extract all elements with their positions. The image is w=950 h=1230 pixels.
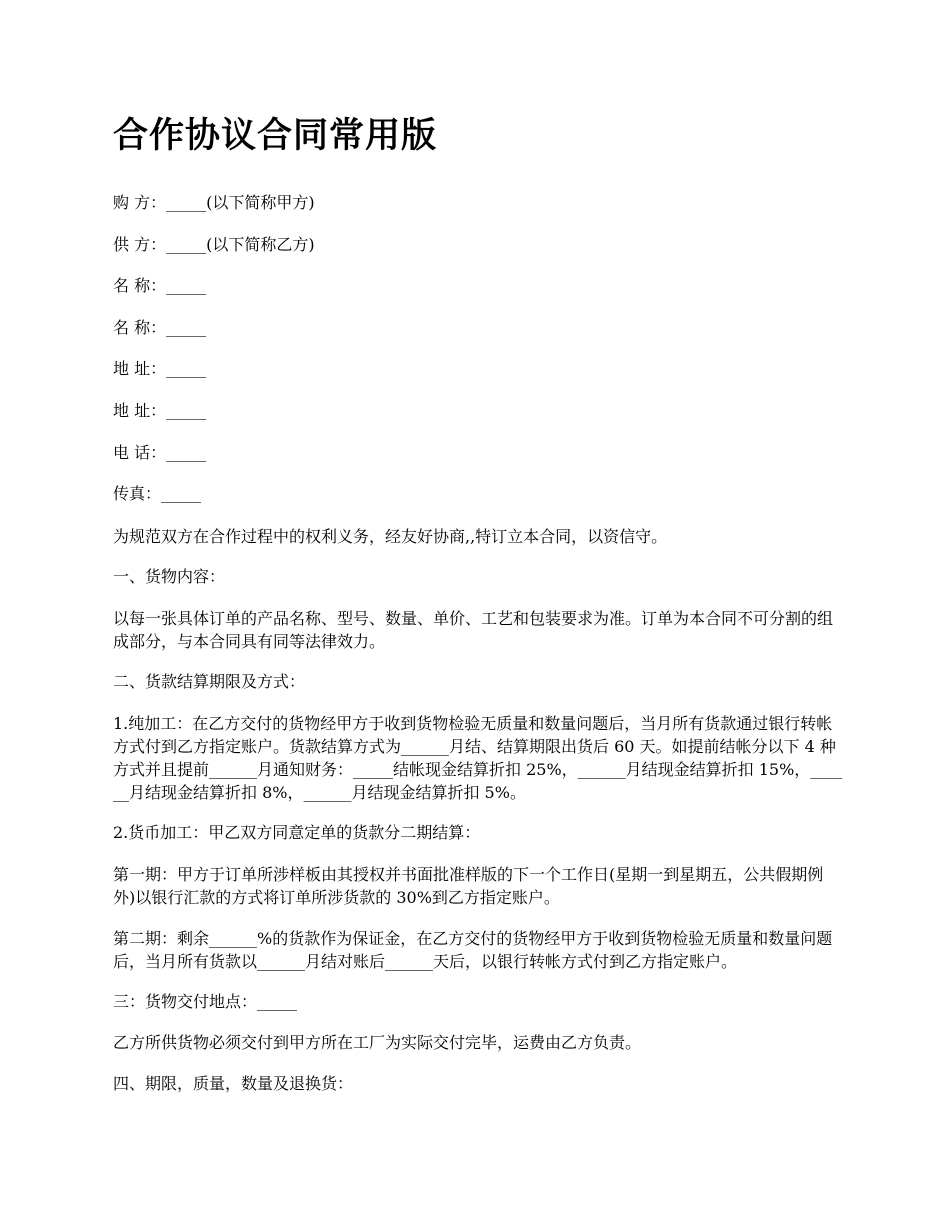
section-2-phase-2: 第二期：剩余______%的货款作为保证金，在乙方交付的货物经甲方于收到货物检验无质量和数量问题后，当月所有货款以______月结对账后______天后，以银行转帐方式付到乙方指定账户。	[113, 928, 833, 971]
phone-field: 电 话：_____	[113, 442, 207, 462]
section-1-heading: 一、货物内容：	[113, 566, 226, 586]
section-2-item-1: 1.纯加工：在乙方交付的货物经甲方于收到货物检验无质量和数量问题后，当月所有货款通过银行转帐方式付到乙方指定账户。货款结算方式为______月结、结算期限出货后 60 天。如提前结帐分以下 4 种方式并且提前______月通知财务：_____结帐现金结算折扣 25%，______月结现金结算折扣 15%，______月结现金结算折扣 8%，______月结现金结算折扣 5%。	[113, 713, 843, 802]
section-1-body: 以每一张具体订单的产品名称、型号、数量、单价、工艺和包装要求为准。订单为本合同不可分割的组成部分，与本合同具有同等法律效力。	[113, 608, 834, 651]
buyer-name-field: 名 称：_____	[113, 276, 207, 296]
section-3-heading: 三：货物交付地点：_____	[113, 991, 298, 1011]
section-3-body: 乙方所供货物必须交付到甲方所在工厂为实际交付完毕，运费由乙方负责。	[113, 1032, 642, 1052]
fax-field: 传真：_____	[113, 484, 202, 504]
buyer-field: 购 方：_____(以下简称甲方)	[113, 193, 315, 212]
section-2-heading: 二、货款结算期限及方式：	[113, 671, 306, 691]
document-page	[113, 110, 843, 1114]
supplier-name-field: 名 称：_____	[113, 317, 207, 337]
document-title: 合作协议合同常用版	[113, 115, 438, 156]
intro-paragraph: 为规范双方在合作过程中的权利义务，经友好协商,,特订立本合同，以资信守。	[113, 526, 668, 546]
supplier-field: 供 方：_____(以下简称乙方)	[113, 234, 315, 254]
section-4-heading: 四、期限，质量，数量及退换货：	[113, 1073, 354, 1093]
buyer-address-field: 地 址：_____	[113, 359, 207, 379]
section-2-phase-1: 第一期：甲方于订单所涉样板由其授权并书面批准样版的下一个工作日(星期一到星期五，公共假期例外)以银行汇款的方式将订单所涉货款的 30%到乙方指定账户。	[113, 864, 824, 907]
supplier-address-field: 地 址：_____	[113, 400, 207, 420]
section-2-item-2: 2.货币加工：甲乙双方同意定单的货款分二期结算：	[113, 822, 481, 842]
